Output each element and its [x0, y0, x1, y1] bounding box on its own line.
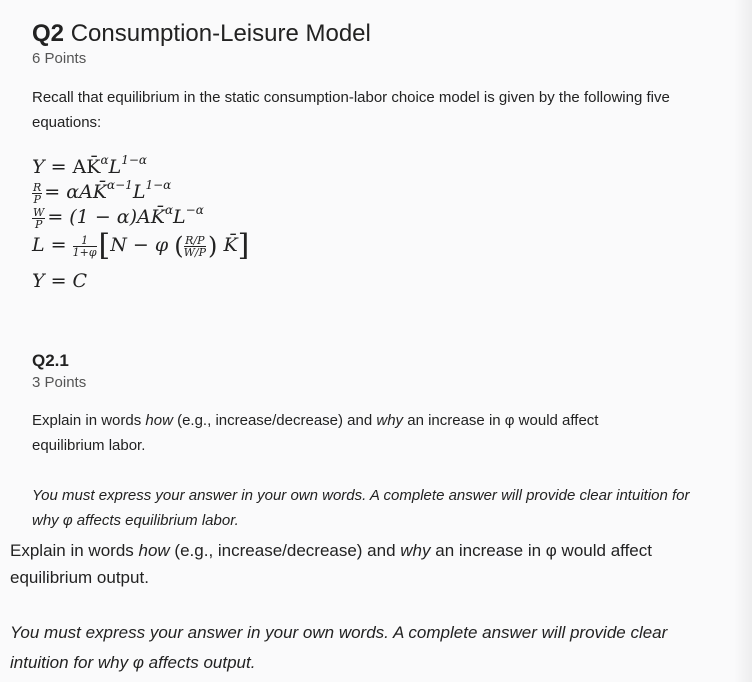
equation-market-clearing: Y = C	[32, 270, 88, 292]
question-title	[32, 20, 371, 48]
second-prompt: Explain in words how (e.g., increase/decrease) and why an increase in φ would affect equilibrium output.	[10, 541, 652, 587]
question-number: Q2	[32, 20, 65, 47]
subquestion-prompt: Explain in words how (e.g., increase/decrease) and why an increase in φ would affect equilibrium labor.	[32, 412, 599, 454]
page-edge-shadow	[734, 0, 752, 682]
equation-real-wage: $\frac{W}{P}$ = $(1 - \alpha)AK̄^\alpha L^{-\alpha}$	[33, 203, 204, 231]
subquestion-points: 3 Points	[32, 374, 87, 391]
subquestion-number: Q2.1	[32, 351, 69, 370]
equation-rental-rate: $\frac{R}{P}$ = $\alpha AK̄^{\alpha-1}L^{1-\alpha}$	[33, 178, 172, 206]
equation-production: $Y = AK̄^\alpha L^{1-\alpha}$	[32, 153, 147, 178]
question-intro: Recall that equilibrium in the static consumption-labor choice model is given by the following five equations:	[32, 89, 670, 131]
equation-labor-supply: L = $\frac{1}{1+\varphi}$ [N − φ ( $\frac{R/P}{W/P}$ ) K̄]	[32, 228, 250, 263]
second-note: You must express your answer in your own words. A complete answer will provide clear intuition for why φ affects output.	[10, 623, 668, 672]
subquestion-note: You must express your answer in your own words. A complete answer will provide clear intuition for why φ affects equilibrium labor.	[32, 487, 690, 529]
question-points: 6 Points	[32, 50, 87, 67]
question-title-text: Consumption-Leisure Model	[70, 20, 371, 47]
